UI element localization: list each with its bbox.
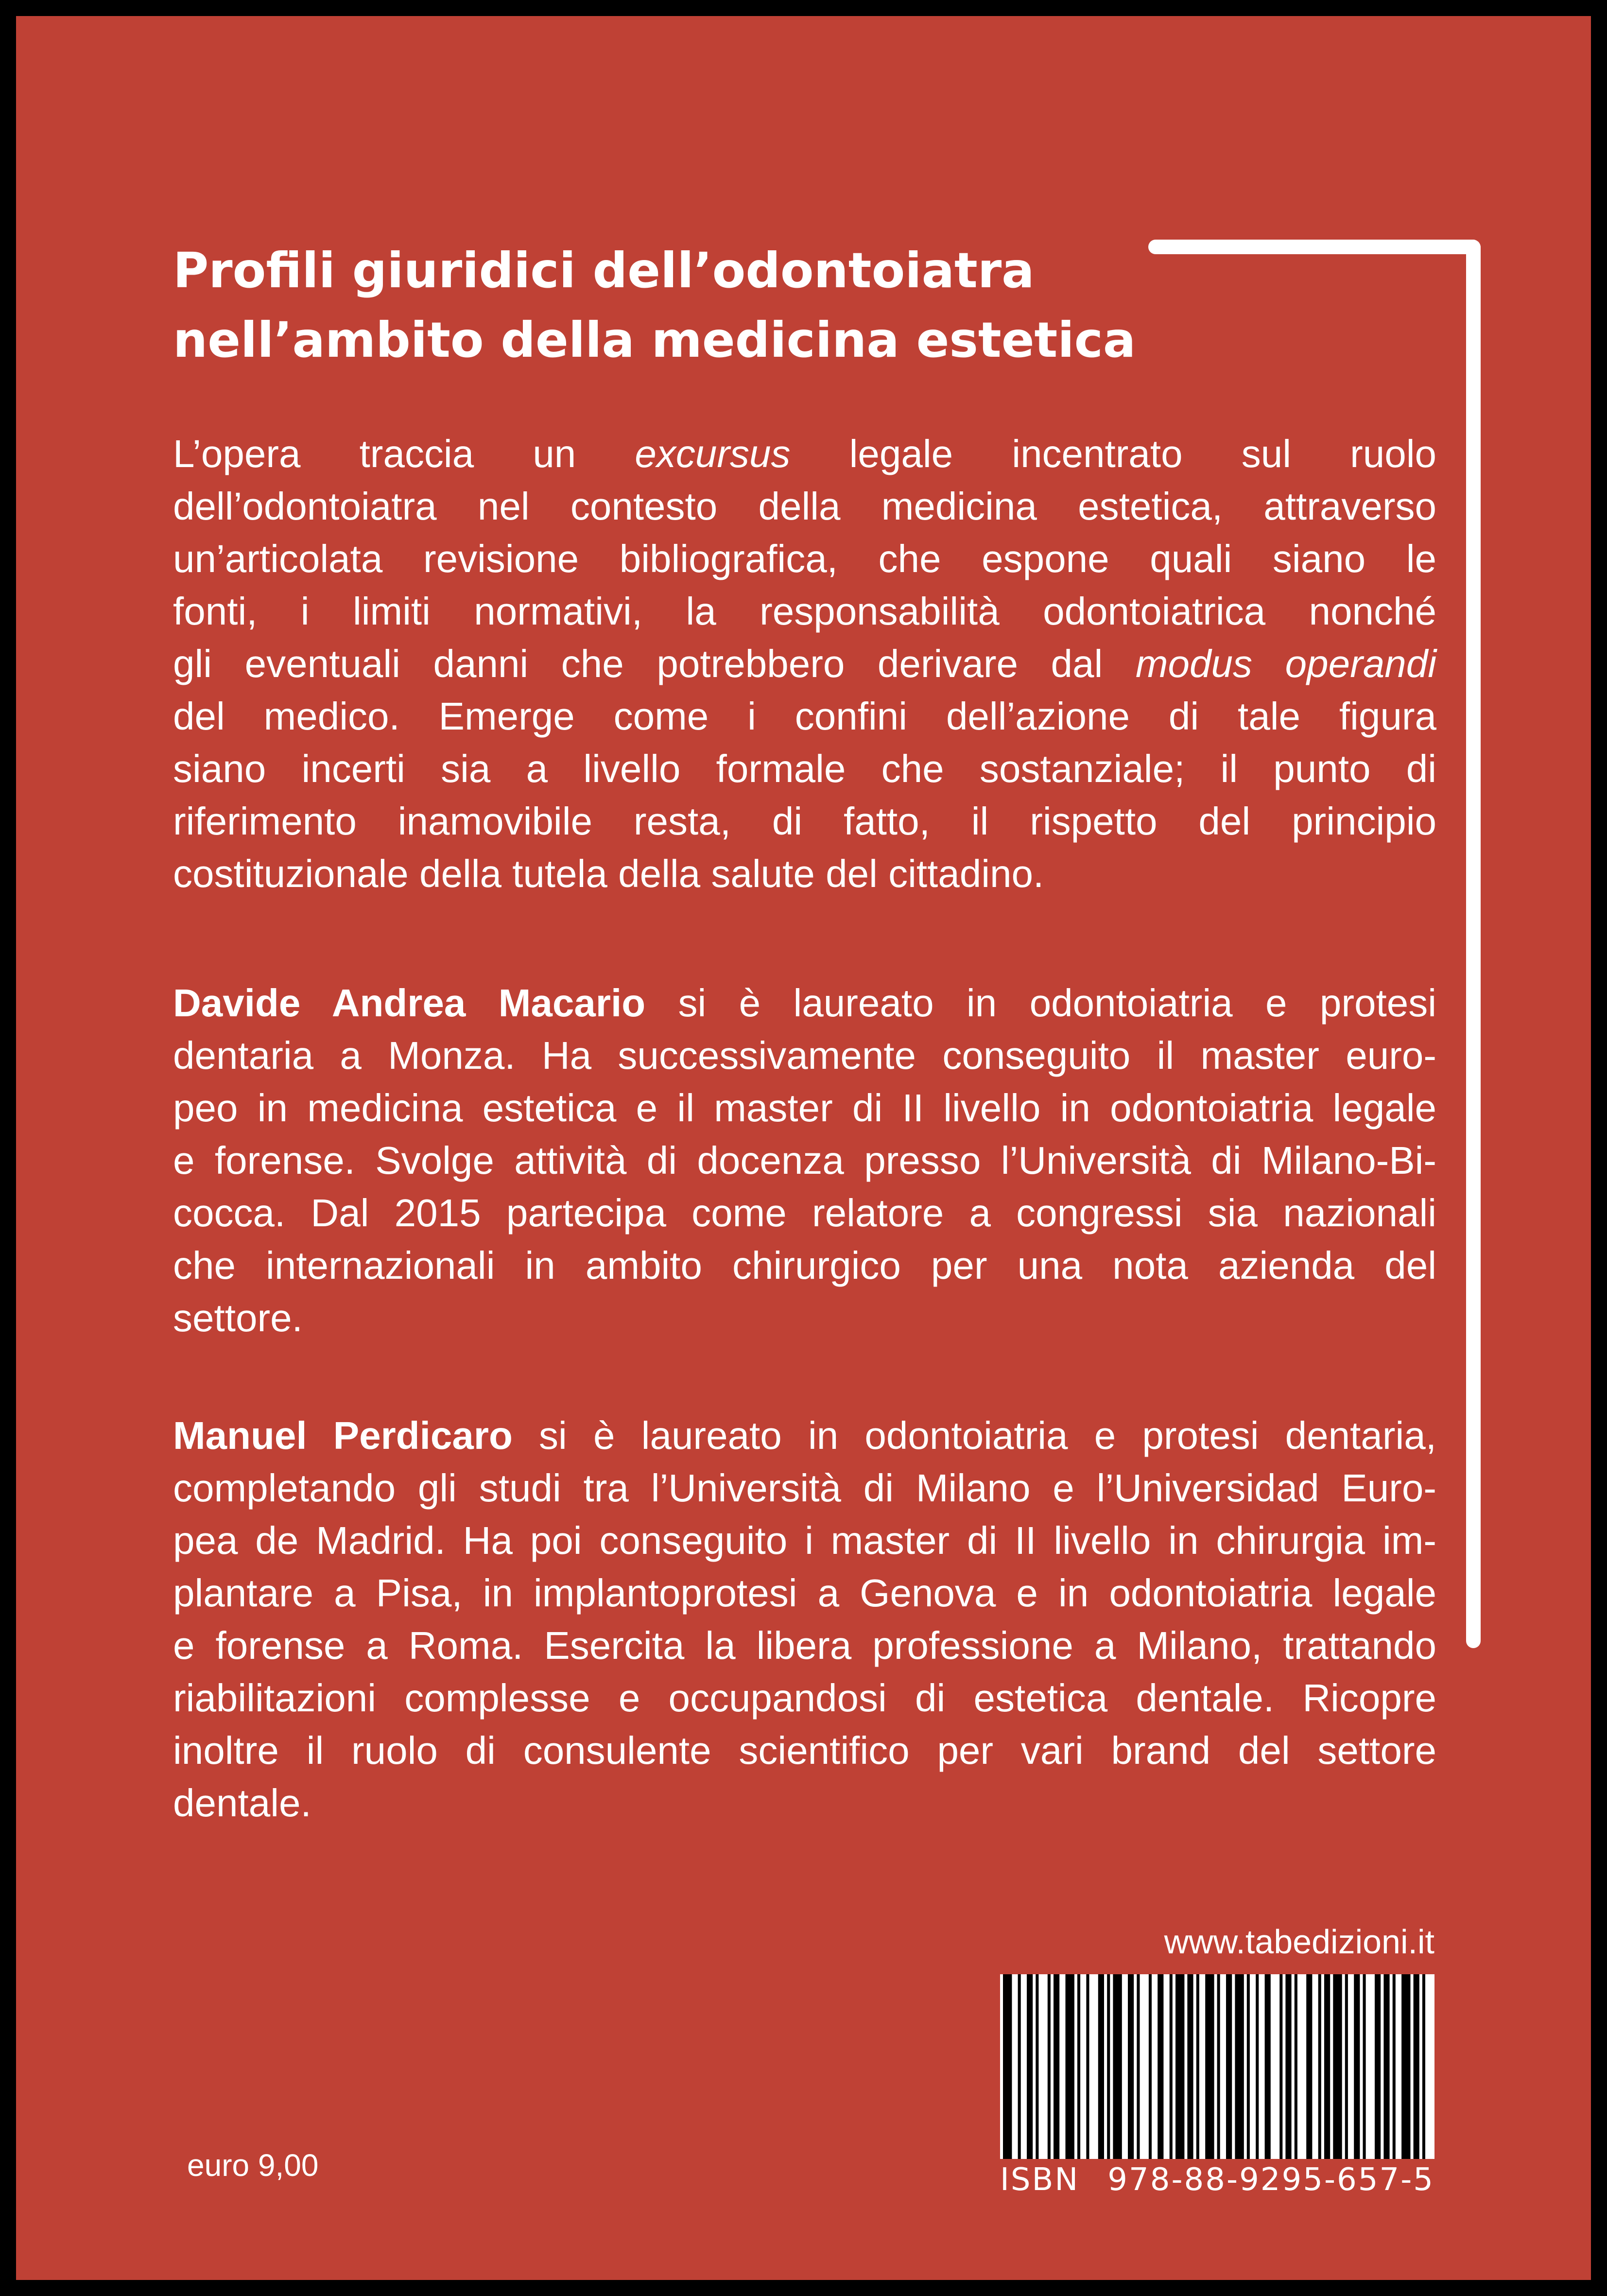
- price-label: euro 9,00: [187, 2148, 319, 2183]
- bio-line: settore.: [173, 1296, 303, 1339]
- barcode-bar: [1066, 1974, 1074, 2159]
- publisher-website[interactable]: www.tabedizioni.it: [1164, 1923, 1434, 1961]
- bio-line: peo in medicina estetica e il master di II livello in odontoiatria legale: [173, 1086, 1436, 1130]
- barcode-bar: [1003, 1974, 1012, 2159]
- barcode-bar: [1077, 1974, 1080, 2159]
- barcode-bar: [1086, 1974, 1089, 2159]
- barcode-bar: [1414, 1974, 1419, 2159]
- bio-line: Davide Andrea Macario si è laureato in odontoiatria e protesi: [173, 981, 1437, 1025]
- barcode-bar: [1048, 1974, 1051, 2159]
- barcode-bar: [1375, 1974, 1381, 2159]
- author-bio-macario: [173, 977, 1436, 1344]
- bio-line: dentale.: [173, 1781, 311, 1825]
- barcode-bar: [1128, 1974, 1134, 2159]
- barcode-bar: [1036, 1974, 1038, 2159]
- barcode-bar: [1027, 1974, 1033, 2159]
- description-line: un’articolata revisione bibliografica, che espone quali siano le: [173, 537, 1436, 580]
- bio-line: inoltre il ruolo di consulente scientifico per vari brand del settore: [173, 1729, 1436, 1772]
- description-line: riferimento inamovibile resta, di fatto, il rispetto del principio: [173, 800, 1436, 843]
- barcode-bar: [1295, 1974, 1297, 2159]
- barcode-bar: [1175, 1974, 1184, 2159]
- book-title: [173, 236, 1193, 375]
- bio-line: riabilitazioni complesse e occupandosi di estetica dentale. Ricopre: [173, 1676, 1436, 1720]
- barcode-bar: [1422, 1974, 1425, 2159]
- barcode-bar: [1401, 1974, 1410, 2159]
- barcode-bar: [1205, 1974, 1214, 2159]
- barcode-bar: [1354, 1974, 1360, 2159]
- barcode-bar: [1235, 1974, 1244, 2159]
- author-name: Davide Andrea Macario: [173, 981, 646, 1025]
- barcode-graphic: [1000, 1974, 1434, 2159]
- barcode-bar: [1256, 1974, 1259, 2159]
- barcode-bar: [1107, 1974, 1110, 2159]
- barcode-bar: [1383, 1974, 1389, 2159]
- barcode-bar: [1217, 1974, 1220, 2159]
- barcode-bar: [1158, 1974, 1163, 2159]
- bio-line: completando gli studi tra l’Università di Milano e l’Universidad Euro-: [173, 1466, 1436, 1510]
- bio-line: dentaria a Monza. Ha successivamente conseguito il master euro-: [173, 1034, 1436, 1077]
- barcode-bar: [1318, 1974, 1321, 2159]
- description-line: dell’odontoiatra nel contesto della medicina estetica, attraverso: [173, 485, 1436, 528]
- barcode-bar: [1196, 1974, 1199, 2159]
- description-line: siano incerti sia a livello formale che sostanziale; il punto di: [173, 747, 1436, 790]
- description-line: del medico. Emerge come i confini dell’azione di tale figura: [173, 695, 1436, 738]
- author-name: Manuel Perdicaro: [173, 1414, 513, 1457]
- barcode-bar: [1113, 1974, 1122, 2159]
- barcode-bar: [1324, 1974, 1330, 2159]
- book-title-line-1: Profili giuridici dell’odontoiatra: [173, 242, 1035, 299]
- isbn-number: ISBN 978-88-9295-657-5: [1000, 2162, 1434, 2198]
- barcode-bar: [1363, 1974, 1366, 2159]
- bio-line: Manuel Perdicaro si è laureato in odontoiatria e protesi dentaria,: [173, 1414, 1437, 1457]
- barcode-bar: [1265, 1974, 1271, 2159]
- barcode-bar: [1187, 1974, 1193, 2159]
- barcode-bar: [1226, 1974, 1232, 2159]
- author-bio-perdicaro: [173, 1409, 1436, 1829]
- barcode-bar: [1170, 1974, 1173, 2159]
- description-line: gli eventuali danni che potrebbero derivare dal modus operandi: [173, 642, 1436, 685]
- barcode-bar: [1279, 1974, 1282, 2159]
- barcode-bar: [1054, 1974, 1059, 2159]
- description-line: L’opera traccia un excursus legale incentrato sul ruolo: [173, 432, 1437, 475]
- barcode-bar: [1285, 1974, 1291, 2159]
- barcode-bar: [1149, 1974, 1152, 2159]
- description-line: fonti, i limiti normativi, la responsabilità odontoiatrica nonché: [173, 590, 1436, 633]
- bio-line: plantare a Pisa, in implantoprotesi a Genova e in odontoiatria legale: [173, 1571, 1436, 1615]
- bio-line: cocca. Dal 2015 partecipa come relatore a congressi sia nazionali: [173, 1191, 1436, 1235]
- bio-line: e forense. Svolge attività di docenza presso l’Università di Milano-Bi-: [173, 1139, 1436, 1182]
- bio-line: e forense a Roma. Esercita la libera professione a Milano, trattando: [173, 1624, 1436, 1667]
- book-title-line-2: nell’ambito della medicina estetica: [173, 312, 1136, 368]
- bio-line: pea de Madrid. Ha poi conseguito i master di II livello in chirurgia im-: [173, 1519, 1436, 1562]
- book-description: [173, 428, 1436, 900]
- barcode-bar: [1345, 1974, 1348, 2159]
- barcode-bar: [1137, 1974, 1140, 2159]
- barcode-bar: [1393, 1974, 1396, 2159]
- barcode-icon: [1000, 1974, 1434, 2159]
- barcode-bar: [1306, 1974, 1312, 2159]
- barcode-bar: [1333, 1974, 1342, 2159]
- barcode-bar: [1247, 1974, 1250, 2159]
- description-line: costituzionale della tutela della salute del cittadino.: [173, 852, 1044, 895]
- barcode-bar: [1018, 1974, 1021, 2159]
- bio-line: che internazionali in ambito chirurgico per una nota azienda del: [173, 1244, 1436, 1287]
- barcode-bar: [1098, 1974, 1104, 2159]
